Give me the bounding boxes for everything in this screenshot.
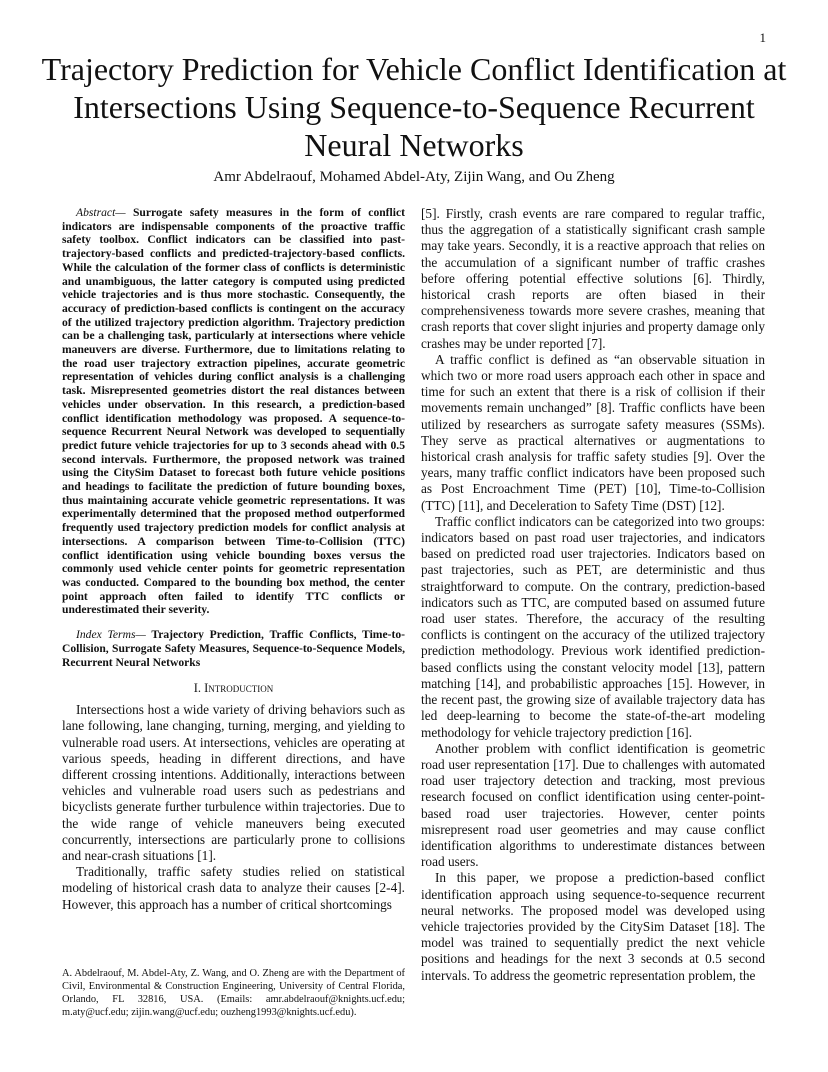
abstract-lead: Abstract—: [76, 206, 126, 219]
body-paragraph: Another problem with conflict identification is geometric road user representation [17]. Due to challenges with automated road user trajectory detection and tracking, most previous research focused on conflict identification using center-point-based road user trajectories. However, center points misrepresent road user geometries and may cause conflict identification algorithms to underestimate distances between road users.: [421, 740, 765, 870]
left-column: [62, 206, 405, 913]
body-paragraph: A traffic conflict is defined as “an observable situation in which two or more road users approach each other in space and time for such an extent that there is a risk of collision if their movements remain unchanged” [8]. Traffic conflicts have been utilized by researchers as surrogate safety measures (SSMs). They serve as practical alternatives or augmentations to historical crash analysis for traffic safety studies [9]. Over the years, many traffic conflict indicators have been proposed such as Post Encroachment Time (PET) [10], Time-to-Collision (TTC) [11], and Deceleration to Safety Time (DST) [12].: [421, 351, 765, 513]
section-heading: I. Introduction: [193, 681, 274, 696]
paper-title: Trajectory Prediction for Vehicle Conflict Identification at Intersections Using Sequence-to-Sequence Recurrent Neural Networks: [41, 51, 787, 163]
body-paragraph: Traffic conflict indicators can be categorized into two groups: indicators based on past road user trajectories, and indicators based on predicted road user trajectories. Indicators based on past trajectories, such as PET, are deterministic and thus straightforward to compute. On the contrary, prediction-based indicators such as TTC, are computed based on assumed future road user states. Therefore, the accuracy of the resulting conflicts is contingent on the accuracy of the utilized trajectory prediction methodology. Previous work identified prediction-based conflicts using the constant velocity model [13], pattern matching [14], and probabilistic approaches [15]. However, in the recent past, the growing size of available trajectory data has led deep-learning to become the state-of-the-art modeling methodology for vehicle trajectory prediction [16].: [421, 513, 765, 740]
body-paragraph: [5]. Firstly, crash events are rare compared to regular traffic, thus the aggregation of a statistically significant crash sample may take years. Secondly, it is a reactive approach that relies on the accumulation of a significant number of traffic crashes before offering potential effective solutions [6]. Thirdly, historical crash reports are often biased in their comprehensiveness towards more severe crashes, meaning that crash reports that cover slight injuries and property damage only crashes may be under reported [7].: [421, 206, 765, 351]
author-affiliation-footnote: A. Abdelraouf, M. Abdel-Aty, Z. Wang, and O. Zheng are with the Department of Civil, Environmental & Construction Engineering, University of Central Florida, Orlando, FL 32816, USA. (Emails: amr.abdelraouf@knights.ucf.edu; m.aty@ucf.edu; zijin.wang@ucf.edu; ouzheng1993@knights.ucf.edu).: [62, 968, 405, 1018]
intro-paragraph: Intersections host a wide variety of driving behaviors such as lane following, lane changing, turning, merging, and yielding to vulnerable road users. At intersections, vehicles are operating at various speeds, heading in different directions, and have different crossing intentions. Additionally, interactions between vehicles and vulnerable road users such as pedestrians and bicyclists generate further turbulence within trajectories. Due to the wide range of vehicle maneuvers being executed concurrently, intersections are particularly prone to collisions and near-crash situations [1].: [62, 702, 405, 864]
index-terms-lead: Index Terms—: [76, 628, 146, 642]
index-terms: [62, 628, 405, 669]
body-paragraph: In this paper, we propose a prediction-based conflict identification approach using sequence-to-sequence recurrent neural networks. The proposed model was developed using vehicle trajectories provided by the CitySim Dataset [18]. The model was trained to sequentially predict the next vehicle positions and headings for the next 3 seconds at 0.5 second intervals. To address the geometric representation problem, the: [421, 870, 765, 983]
abstract: [62, 206, 405, 617]
index-terms-text: Trajectory Prediction, Traffic Conflicts, Time-to-Collision, Surrogate Safety Measures, Sequence-to-Sequence Models, Recurrent Neural Networks: [62, 628, 405, 669]
abstract-text: Surrogate safety measures in the form of conflict indicators are indispensable components of the proactive traffic safety toolbox. Conflict indicators can be classified into past-trajectory-based conflicts and predicted-trajectory-based conflicts. While the calculation of the former class of conflicts is deterministic and unambiguous, the latter category is computed using predicted vehicle trajectories and is thus more stochastic. Consequently, the accuracy of prediction-based conflicts is contingent on the accuracy of the utilized trajectory prediction algorithm. Trajectory prediction can be a challenging task, particularly at intersections where vehicle maneuvers are diverse. Furthermore, due to limitations relating to the road user trajectory extraction pipelines, accurate geometric representation of vehicles during conflict analysis is a challenging task. Misrepresented geometries distort the real distances between vehicles under observation. In this research, a prediction-based conflict identification methodology was proposed. A sequence-to-sequence Recurrent Neural Network was developed to sequentially predict future vehicle trajectories for up to 3 seconds ahead with 0.5 second intervals. Furthermore, the proposed network was trained using the CitySim Dataset to forecast both future vehicle positions and headings to facilitate the prediction of future bounding boxes, thus maintaining accurate vehicle geometric representations. It was experimentally determined that the proposed method outperformed frequently used trajectory prediction models for conflict analysis at intersections. A comparison between Time-to-Collision (TTC) conflict identification using vehicle bounding boxes versus the commonly used vehicle center points for geometric representation was conducted. Compared to the bounding box method, the center point approach often failed to identify TTC conflicts or underestimated their severity.: [62, 206, 405, 617]
right-column: [421, 206, 765, 984]
intro-paragraph: Traditionally, traffic safety studies relied on statistical modeling of historical crash data to analyze their causes [2-4]. However, this approach has a number of critical shortcomings: [62, 864, 405, 912]
author-list: Amr Abdelraouf, Mohamed Abdel-Aty, Zijin Wang, and Ou Zheng: [213, 169, 615, 185]
page-number: 1: [759, 30, 766, 45]
